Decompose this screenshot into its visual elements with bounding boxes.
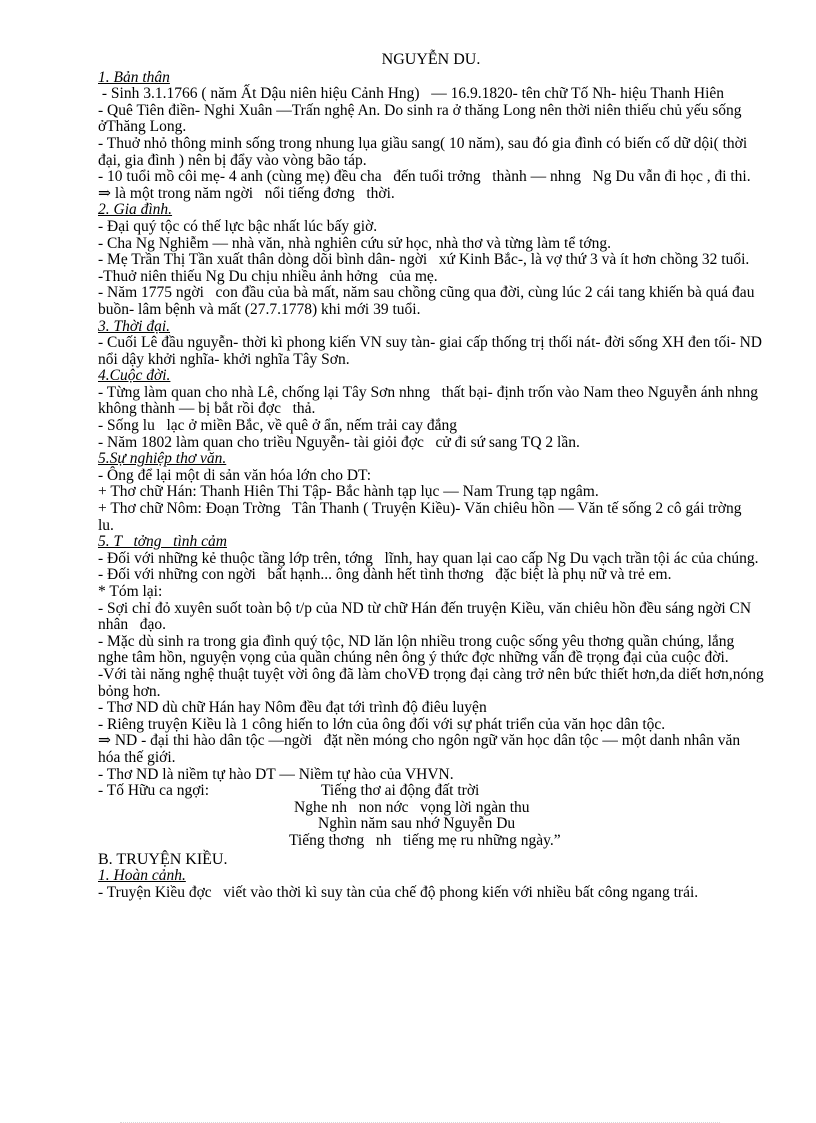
paragraph: - Từng làm quan cho nhà Lê, chống lại Tây Sơn nhng thất bại- định trốn vào Nam theo Nguyễn ánh nhng không thành — bị bắt rồi đợc thả. — [98, 383, 770, 418]
paragraph: -Thuở niên thiếu Ng Du chịu nhiều ảnh hởng của mẹ. — [98, 267, 438, 285]
paragraph: - Sinh 3.1.1766 ( năm Ất Dậu niên hiệu Cảnh Hng) — 16.9.1820- tên chữ Tố Nh- hiệu Thanh Hiên — [98, 85, 725, 103]
paragraph: - Thơ ND dù chữ Hán hay Nôm đều đạt tới trình độ điêu luyện — [98, 699, 487, 717]
summary-heading: * Tóm lại: — [98, 583, 163, 600]
paragraph: - Đối với những con ngời bất hạnh... ông dành hết tình thơng đặc biệt là phụ nữ và trẻ em. — [98, 566, 672, 584]
paragraph: - Đại quý tộc có thế lực bậc nhất lúc bấy giờ. — [98, 217, 378, 235]
paragraph: -Với tài năng nghệ thuật tuyệt vời ông đã làm choVĐ trọng đại càng trở nên bức thiết hơn,da diết hơn,nóng bỏng hơn. — [98, 665, 764, 700]
conclusion-line: ⇒ ND - đại thi hào dân tộc —ngời đặt nền móng cho ngôn ngữ văn học dân tộc — một danh nhân văn hóa thế giới. — [98, 732, 745, 766]
paragraph: - Ông để lại một di sản văn hóa lớn cho DT: — [98, 466, 372, 484]
paragraph: - Thuở nhỏ thông minh sống trong nhung lụa giầu sang( 10 năm), sau đó gia đình có biến cố dữ dội( thời đại, gia đình ) nên bị đẩy vào vòng bão táp. — [98, 134, 748, 169]
paragraph: - Sống lu lạc ở miền Bắc, về quê ở ẩn, nếm trải cay đắng — [98, 417, 458, 435]
part-b-heading: B. TRUYỆN KIỀU. — [98, 850, 228, 868]
paragraph: - Cha Ng Nghiễm — nhà văn, nhà nghiên cứu sử học, nhà thơ và từng làm tể tớng. — [98, 234, 611, 252]
section-heading-ban-than: 1. Bản thân — [98, 68, 170, 86]
paragraph: - Truyện Kiều đợc viết vào thời kì suy tàn của chế độ phong kiến với nhiều bất công ngang trái. — [98, 883, 699, 901]
section-heading-su-nghiep: 5.Sự nghiệp thơ văn. — [98, 450, 227, 468]
paragraph: - Mẹ Trần Thị Tần xuất thân dòng dõi bình dân- ngời xứ Kinh Bắc-, là vợ thứ 3 và ít hơn chồng 32 tuổi. — [98, 251, 750, 269]
paragraph: - Riêng truyện Kiều là 1 công hiến to lớn của ông đối với sự phát triển của văn học dân tộc. — [98, 715, 666, 733]
section-heading-hoan-canh: 1. Hoàn cảnh. — [98, 867, 186, 885]
paragraph: + Thơ chữ Hán: Thanh Hiên Thi Tập- Bắc hành tạp lục — Nam Trung tạp ngâm. — [98, 483, 599, 501]
section-heading-tu-tuong: 5. T tởng tình cảm — [98, 533, 227, 551]
section-heading-cuoc-doi: 4.Cuộc đời. — [98, 367, 171, 385]
document-title: NGUYỄN DU. — [381, 51, 481, 68]
section-heading-thoi-dai: 3. Thời đại. — [98, 317, 171, 335]
paragraph: - Quê Tiên điền- Nghi Xuân —Trấn nghệ An. Do sinh ra ở thăng Long nên thời niên thiếu chủ yếu sống ởThăng Long. — [98, 101, 742, 136]
paragraph: - Năm 1775 ngời con đầu của bà mất, năm sau chồng cũng qua đời, cùng lúc 2 cái tang khiến bà quá đau buồn- lâm bệnh và mất (27.7.1778) khi mới 39 tuổi. — [98, 284, 759, 318]
poem-block — [98, 783, 764, 849]
poem-line-1: Tiếng thơ ai động đất trời — [321, 782, 480, 800]
paragraph: - Cuối Lê đầu nguyễn- thời kì phong kiến VN suy tàn- giai cấp thống trị thối nát- đời sống XH đen tối- ND nổi dậy khởi nghĩa- khởi nghĩa Tây Sơn. — [98, 334, 762, 368]
paragraph: - Đối với những kẻ thuộc tầng lớp trên, tớng lĩnh, hay quan lại cao cấp Ng Du vạch trần tội ác của chúng. — [98, 549, 759, 567]
poem-line-3: Nghìn năm sau nhớ Nguyễn Du — [318, 815, 516, 833]
section-heading-gia-dinh: 2. Gia đình. — [98, 201, 173, 219]
paragraph: - Sợi chỉ đỏ xuyên suốt toàn bộ t/p của ND từ chữ Hán đến truyện Kiều, văn chiêu hồn đều sáng ngời CN nhân đạo. — [98, 599, 755, 634]
paragraph: - Năm 1802 làm quan cho triều Nguyễn- tài giỏi đợc cử đi sứ sang TQ 2 lần. — [98, 433, 580, 451]
conclusion-line: ⇒ là một trong năm ngời nổi tiếng đơng thời. — [98, 184, 395, 202]
poem-line-4: Tiếng thơng nh tiếng mẹ ru những ngày.” — [289, 831, 561, 849]
poem-line-2: Nghe nh non nớc vọng lời ngàn thu — [294, 798, 530, 816]
paragraph: - Mặc dù sinh ra trong gia đình quý tộc, ND lăn lộn nhiều trong cuộc sống yêu thơng quần chúng, lắng nghe tâm hồn, nguyện vọng của quần chúng nên ông ý thức đợc những vấn đề trọng đại của cuộc đời. — [98, 632, 735, 667]
document-page — [98, 51, 770, 901]
paragraph: - Thơ ND là niềm tự hào DT — Niềm tự hào của VHVN. — [98, 765, 454, 783]
paragraph: - 10 tuổi mồ côi mẹ- 4 anh (cùng mẹ) đều cha đến tuổi trởng thành — nhng Ng Du vẫn đi học , đi thi. — [98, 168, 751, 186]
paragraph: + Thơ chữ Nôm: Đoạn Trờng Tân Thanh ( Truyện Kiều)- Văn chiêu hồn — Văn tế sống 2 cô gái trờng lu. — [98, 500, 754, 534]
poem-intro: - Tố Hữu ca ngợi: — [98, 782, 210, 800]
